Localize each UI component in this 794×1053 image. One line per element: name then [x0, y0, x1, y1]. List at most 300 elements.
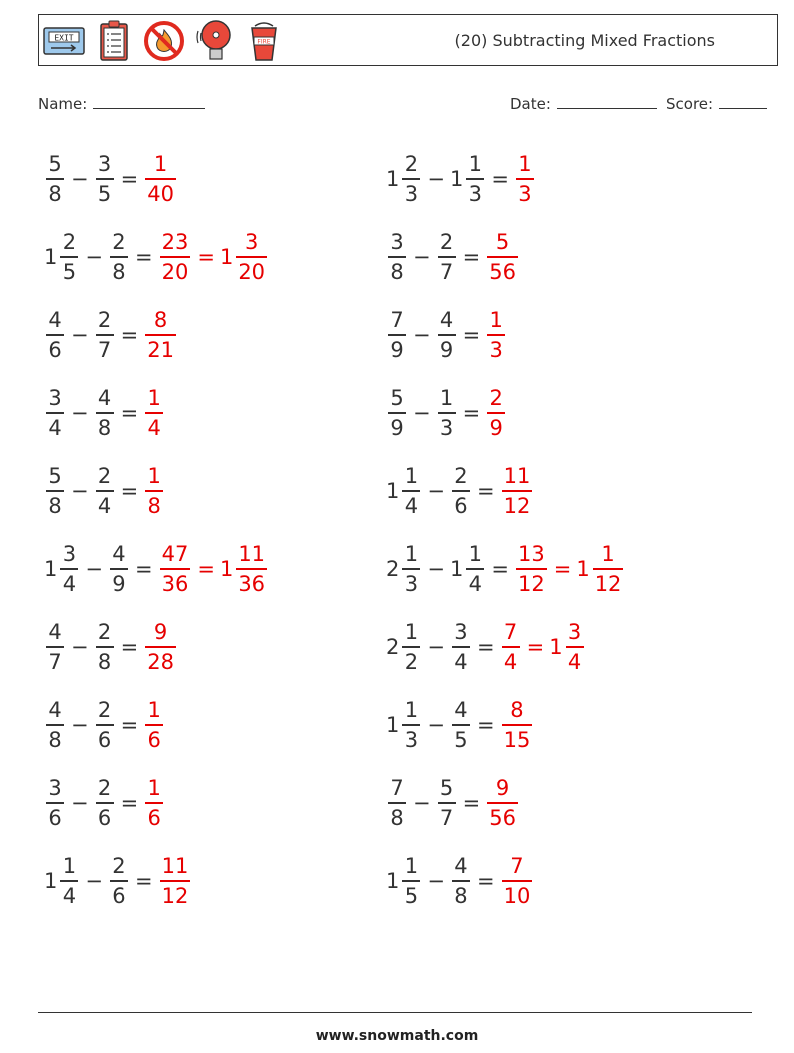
subtrahend-numerator: 4 — [454, 854, 468, 879]
subtrahend-denominator: 4 — [468, 571, 483, 596]
name-label: Name: — [38, 95, 88, 113]
no-fire-icon — [143, 19, 185, 63]
equals-sign: = — [120, 167, 139, 191]
subtrahend-denominator: 8 — [454, 883, 468, 908]
minuend-fraction-bar — [46, 724, 64, 726]
score-label: Score: — [666, 95, 714, 113]
problem-row — [44, 842, 764, 920]
answer-numerator: 1 — [147, 776, 161, 801]
problem-item — [386, 218, 520, 296]
minus-sign: − — [85, 245, 103, 269]
footer-site: www.snowmath.com — [315, 1028, 479, 1044]
answer-fraction — [516, 152, 534, 206]
minuend-fraction-bar — [402, 724, 420, 726]
answer-denominator: 12 — [503, 493, 531, 518]
equals-sign: = — [476, 869, 495, 893]
subtrahend-fraction — [110, 854, 128, 908]
answer-fraction-bar — [145, 724, 163, 726]
minuend-whole: 2 — [386, 635, 400, 659]
answer-denominator: 3 — [518, 181, 532, 206]
answer-denominator: 12 — [594, 571, 622, 596]
minuend-denominator: 9 — [390, 415, 404, 440]
equals-sign: = — [120, 479, 139, 503]
minuend-denominator: 6 — [48, 805, 62, 830]
equals-sign: = — [491, 167, 509, 191]
answer-numerator: 1 — [147, 698, 161, 723]
minuend-fraction-bar — [60, 880, 78, 882]
minuend-fraction — [46, 620, 64, 674]
minuend-denominator: 3 — [404, 181, 419, 206]
answer-denominator: 4 — [503, 649, 518, 674]
minuend-fraction-bar — [402, 880, 420, 882]
minuend-fraction — [402, 152, 420, 206]
answer-denominator: 6 — [147, 727, 161, 752]
minuend-denominator: 5 — [62, 259, 77, 284]
subtrahend-fraction-bar — [466, 568, 484, 570]
subtrahend-fraction — [452, 854, 470, 908]
problem-row — [44, 764, 764, 842]
minuend-denominator: 4 — [48, 415, 62, 440]
minuend-fraction — [388, 776, 406, 830]
answer-denominator: 4 — [567, 649, 582, 674]
minuend-denominator: 8 — [390, 259, 404, 284]
minuend-fraction-bar — [402, 568, 420, 570]
answer-fraction — [145, 776, 163, 830]
minuend-numerator: 5 — [48, 152, 62, 177]
answer-numerator: 11 — [238, 542, 266, 567]
problem-item — [386, 686, 534, 764]
subtrahend-numerator: 1 — [468, 152, 483, 177]
subtrahend-denominator: 6 — [454, 493, 468, 518]
answer-denominator: 9 — [489, 415, 503, 440]
answer — [514, 152, 536, 206]
minuend-fraction — [60, 230, 78, 284]
answer-denominator: 36 — [161, 571, 189, 596]
answer-equals-sign: = — [526, 635, 545, 659]
minuend-fraction — [60, 542, 78, 596]
minuend-fraction-bar — [60, 256, 78, 258]
minuend-numerator: 4 — [48, 620, 62, 645]
answer-fraction-bar — [502, 880, 533, 882]
answer-fraction-bar — [145, 334, 176, 336]
answer-fraction — [502, 464, 533, 518]
answer-denominator: 6 — [147, 805, 161, 830]
subtrahend-denominator: 4 — [454, 649, 468, 674]
equals-sign: = — [476, 635, 495, 659]
subtrahend-fraction-bar — [452, 724, 470, 726]
minus-sign: − — [413, 245, 431, 269]
svg-text:EXIT: EXIT — [54, 33, 74, 43]
answer-numerator: 11 — [161, 854, 189, 879]
answer — [143, 152, 178, 206]
problem-item — [386, 452, 534, 530]
answer-fraction-bar — [487, 334, 505, 336]
problem-item — [44, 842, 192, 920]
problem-row — [44, 530, 764, 608]
score-line[interactable] — [719, 92, 767, 109]
minuend-fraction-bar — [46, 334, 64, 336]
minuend-fraction — [402, 620, 420, 674]
problem-item — [44, 218, 269, 296]
problem-item — [386, 296, 507, 374]
subtrahend-fraction-bar — [452, 646, 470, 648]
equals-sign: = — [476, 713, 495, 737]
answer-fraction — [487, 230, 518, 284]
subtrahend-fraction — [96, 620, 114, 674]
minuend-fraction — [46, 776, 64, 830]
answer-fraction — [487, 386, 505, 440]
minuend-denominator: 8 — [48, 493, 62, 518]
subtrahend-fraction-bar — [96, 178, 114, 180]
answer — [500, 620, 586, 674]
header-icons — [43, 19, 285, 63]
subtrahend-fraction — [452, 698, 470, 752]
subtrahend-fraction-bar — [96, 646, 114, 648]
minuend-whole: 1 — [44, 557, 58, 581]
minuend-fraction-bar — [388, 802, 406, 804]
minuend-fraction — [46, 386, 64, 440]
answer-denominator: 8 — [147, 493, 161, 518]
answer-fraction — [145, 620, 176, 674]
checklist-icon — [93, 19, 135, 63]
minuend-fraction — [46, 698, 64, 752]
minuend-numerator: 7 — [390, 776, 404, 801]
subtrahend-numerator: 2 — [112, 854, 126, 879]
minuend-fraction-bar — [402, 490, 420, 492]
minuend-whole: 1 — [386, 167, 400, 191]
subtrahend-denominator: 6 — [112, 883, 126, 908]
minuend-fraction-bar — [46, 178, 64, 180]
subtrahend-fraction-bar — [96, 334, 114, 336]
subtrahend-numerator: 1 — [468, 542, 483, 567]
equals-sign: = — [120, 401, 139, 425]
answer-fraction — [145, 308, 176, 362]
date-field[interactable] — [510, 92, 657, 114]
answer-denominator: 10 — [503, 883, 531, 908]
answer-numerator: 11 — [503, 464, 531, 489]
equals-sign: = — [134, 557, 153, 581]
answer-fraction — [145, 464, 163, 518]
answer-fraction-bar — [236, 256, 267, 258]
answer-fraction — [236, 542, 267, 596]
answer-fraction-bar — [160, 568, 191, 570]
answer-fraction-bar — [502, 490, 533, 492]
minuend-whole: 1 — [44, 245, 58, 269]
answer-denominator: 4 — [147, 415, 161, 440]
answer-numerator: 8 — [153, 308, 168, 333]
answer-equals-sign: = — [197, 245, 215, 269]
minuend-whole: 1 — [386, 479, 400, 503]
answer-equals-sign: = — [553, 557, 572, 581]
answer-denominator: 20 — [238, 259, 266, 284]
minuend-numerator: 2 — [404, 152, 419, 177]
minuend-denominator: 8 — [48, 181, 62, 206]
minuend-fraction — [402, 698, 420, 752]
subtrahend-numerator: 4 — [97, 386, 112, 411]
answer — [143, 464, 165, 518]
answer-numerator: 47 — [161, 542, 189, 567]
subtrahend-fraction — [438, 230, 456, 284]
problem-row — [44, 218, 764, 296]
subtrahend-denominator: 6 — [97, 727, 112, 752]
problem-row — [44, 140, 764, 218]
subtrahend-fraction-bar — [438, 802, 456, 804]
subtrahend-fraction — [96, 464, 114, 518]
answer — [500, 854, 535, 908]
minus-sign: − — [71, 479, 89, 503]
subtrahend-denominator: 9 — [112, 571, 126, 596]
problem-item — [44, 140, 178, 218]
equals-sign: = — [120, 323, 139, 347]
subtrahend-numerator: 2 — [97, 776, 112, 801]
problem-item — [44, 530, 269, 608]
minuend-denominator: 2 — [404, 649, 419, 674]
subtrahend-fraction-bar — [452, 490, 470, 492]
minus-sign: − — [427, 557, 445, 581]
subtrahend-denominator: 6 — [97, 805, 112, 830]
answer-fraction — [566, 620, 584, 674]
subtrahend-fraction-bar — [452, 880, 470, 882]
minuend-numerator: 3 — [48, 386, 62, 411]
answer-whole: 1 — [549, 635, 563, 659]
minuend-numerator: 3 — [48, 776, 62, 801]
answer-fraction — [502, 698, 533, 752]
subtrahend-fraction-bar — [96, 724, 114, 726]
subtrahend-fraction — [466, 542, 484, 596]
answer-fraction-bar — [160, 880, 191, 882]
subtrahend-fraction-bar — [438, 334, 456, 336]
minuend-fraction — [388, 230, 406, 284]
equals-sign: = — [462, 401, 481, 425]
problem-item — [386, 530, 625, 608]
minuend-fraction — [402, 854, 420, 908]
answer-whole: 1 — [576, 557, 590, 581]
subtrahend-fraction — [110, 542, 128, 596]
subtrahend-denominator: 8 — [97, 649, 112, 674]
minuend-fraction-bar — [402, 646, 420, 648]
subtrahend-numerator: 2 — [439, 230, 454, 255]
minuend-fraction-bar — [46, 646, 64, 648]
minuend-fraction-bar — [60, 568, 78, 570]
minuend-denominator: 8 — [48, 727, 62, 752]
answer-fraction — [487, 776, 518, 830]
minuend-numerator: 4 — [48, 698, 62, 723]
answer-fraction — [502, 854, 533, 908]
subtrahend-whole: 1 — [449, 167, 464, 191]
answer-fraction-bar — [487, 802, 518, 804]
answer-numerator: 9 — [495, 776, 510, 801]
subtrahend-numerator: 1 — [439, 386, 454, 411]
fire-alarm-icon — [193, 19, 235, 63]
minuend-fraction — [60, 854, 78, 908]
minuend-fraction — [388, 386, 406, 440]
equals-sign: = — [491, 557, 509, 581]
subtrahend-denominator: 5 — [454, 727, 468, 752]
answer-fraction-bar — [145, 646, 176, 648]
answer — [158, 230, 269, 284]
answer — [500, 698, 535, 752]
minus-sign: − — [427, 713, 445, 737]
name-field[interactable] — [38, 92, 205, 114]
problem-row — [44, 296, 764, 374]
answer-fraction-bar — [516, 568, 547, 570]
subtrahend-fraction — [438, 386, 456, 440]
problem-item — [44, 764, 165, 842]
minuend-numerator: 5 — [390, 386, 404, 411]
footer-divider — [38, 1012, 752, 1013]
problem-item — [44, 608, 178, 686]
subtrahend-denominator: 7 — [439, 805, 454, 830]
subtrahend-numerator: 4 — [112, 542, 126, 567]
date-label: Date: — [510, 95, 551, 113]
minuend-numerator: 3 — [62, 542, 77, 567]
minuend-whole: 1 — [44, 869, 58, 893]
subtrahend-fraction-bar — [96, 802, 114, 804]
answer-numerator: 1 — [147, 464, 161, 489]
worksheet-header — [38, 14, 778, 66]
subtrahend-fraction-bar — [96, 412, 114, 414]
minuend-whole: 2 — [386, 557, 400, 581]
worksheet-title: (20) Subtracting Mixed Fractions — [454, 31, 715, 50]
answer-numerator: 13 — [517, 542, 545, 567]
answer — [158, 854, 193, 908]
answer-numerator: 1 — [601, 542, 615, 567]
answer-fraction — [160, 230, 191, 284]
subtrahend-denominator: 3 — [468, 181, 483, 206]
subtrahend-denominator: 7 — [97, 337, 112, 362]
minuend-denominator: 7 — [48, 649, 62, 674]
subtrahend-numerator: 3 — [454, 620, 468, 645]
minuend-denominator: 5 — [404, 883, 419, 908]
answer-numerator: 1 — [153, 152, 168, 177]
subtrahend-numerator: 4 — [439, 308, 454, 333]
score-field[interactable] — [666, 92, 767, 114]
minus-sign: − — [427, 635, 445, 659]
subtrahend-numerator: 2 — [112, 230, 126, 255]
equals-sign: = — [120, 713, 139, 737]
problem-row — [44, 608, 764, 686]
answer-fraction-bar — [145, 178, 176, 180]
answer-fraction — [487, 308, 505, 362]
answer-fraction-bar — [487, 412, 505, 414]
minuend-fraction — [402, 542, 420, 596]
problem-item — [386, 608, 586, 686]
minuend-fraction-bar — [46, 802, 64, 804]
minuend-numerator: 5 — [48, 464, 62, 489]
subtrahend-numerator: 2 — [97, 698, 112, 723]
answer — [143, 620, 178, 674]
answer-denominator: 12 — [161, 883, 189, 908]
subtrahend-denominator: 8 — [97, 415, 112, 440]
answer-whole: 1 — [219, 245, 234, 269]
subtrahend-numerator: 5 — [439, 776, 454, 801]
subtrahend-fraction — [452, 620, 470, 674]
problem-row — [44, 686, 764, 764]
answer — [143, 386, 165, 440]
equals-sign: = — [462, 245, 481, 269]
subtrahend-numerator: 2 — [97, 620, 112, 645]
answer-fraction-bar — [487, 256, 518, 258]
problem-item — [44, 686, 165, 764]
minuend-fraction-bar — [46, 490, 64, 492]
subtrahend-numerator: 2 — [454, 464, 468, 489]
subtrahend-fraction — [438, 776, 456, 830]
exit-sign-icon — [43, 19, 85, 63]
equals-sign: = — [120, 635, 139, 659]
subtrahend-denominator: 9 — [439, 337, 454, 362]
minuend-denominator: 3 — [404, 571, 419, 596]
equals-sign: = — [134, 245, 153, 269]
answer-denominator: 21 — [147, 337, 174, 362]
answer-fraction-bar — [566, 646, 584, 648]
answer — [158, 542, 269, 596]
minus-sign: − — [85, 557, 103, 581]
subtrahend-fraction-bar — [110, 568, 128, 570]
subtrahend-denominator: 4 — [97, 493, 112, 518]
answer-numerator: 23 — [161, 230, 189, 255]
minuend-numerator: 1 — [404, 542, 419, 567]
answer — [143, 308, 178, 362]
minus-sign: − — [71, 401, 89, 425]
minuend-whole: 1 — [386, 713, 400, 737]
minus-sign: − — [71, 713, 89, 737]
name-line[interactable] — [93, 92, 205, 109]
subtrahend-fraction-bar — [110, 880, 128, 882]
answer — [143, 698, 165, 752]
answer-denominator: 28 — [147, 649, 174, 674]
minuend-fraction — [46, 308, 64, 362]
minuend-fraction — [46, 152, 64, 206]
problem-item — [386, 764, 520, 842]
answer-numerator: 5 — [495, 230, 510, 255]
minuend-denominator: 9 — [390, 337, 404, 362]
subtrahend-fraction-bar — [96, 490, 114, 492]
minuend-denominator: 8 — [390, 805, 404, 830]
subtrahend-fraction — [466, 152, 484, 206]
subtrahend-denominator: 5 — [97, 181, 112, 206]
minuend-numerator: 3 — [390, 230, 404, 255]
answer-numerator: 1 — [489, 308, 503, 333]
answer-fraction-bar — [593, 568, 624, 570]
answer-fraction — [160, 854, 191, 908]
equals-sign: = — [476, 479, 495, 503]
answer-fraction-bar — [502, 646, 520, 648]
answer — [514, 542, 625, 596]
subtrahend-fraction-bar — [466, 178, 484, 180]
subtrahend-numerator: 3 — [97, 152, 112, 177]
answer — [485, 230, 520, 284]
answer — [485, 308, 507, 362]
answer-denominator: 15 — [503, 727, 531, 752]
answer-denominator: 12 — [517, 571, 545, 596]
problem-item — [386, 842, 534, 920]
minus-sign: − — [71, 635, 89, 659]
minuend-numerator: 1 — [404, 698, 419, 723]
minus-sign: − — [413, 791, 431, 815]
date-line[interactable] — [557, 92, 657, 109]
answer-numerator: 1 — [147, 386, 161, 411]
answer-numerator: 8 — [510, 698, 524, 723]
answer-denominator: 36 — [238, 571, 266, 596]
equals-sign: = — [462, 323, 481, 347]
minus-sign: − — [71, 167, 89, 191]
minuend-denominator: 6 — [48, 337, 62, 362]
answer-fraction — [516, 542, 547, 596]
minuend-numerator: 7 — [390, 308, 404, 333]
subtrahend-fraction — [110, 230, 128, 284]
answer — [143, 776, 165, 830]
minuend-numerator: 4 — [48, 308, 62, 333]
